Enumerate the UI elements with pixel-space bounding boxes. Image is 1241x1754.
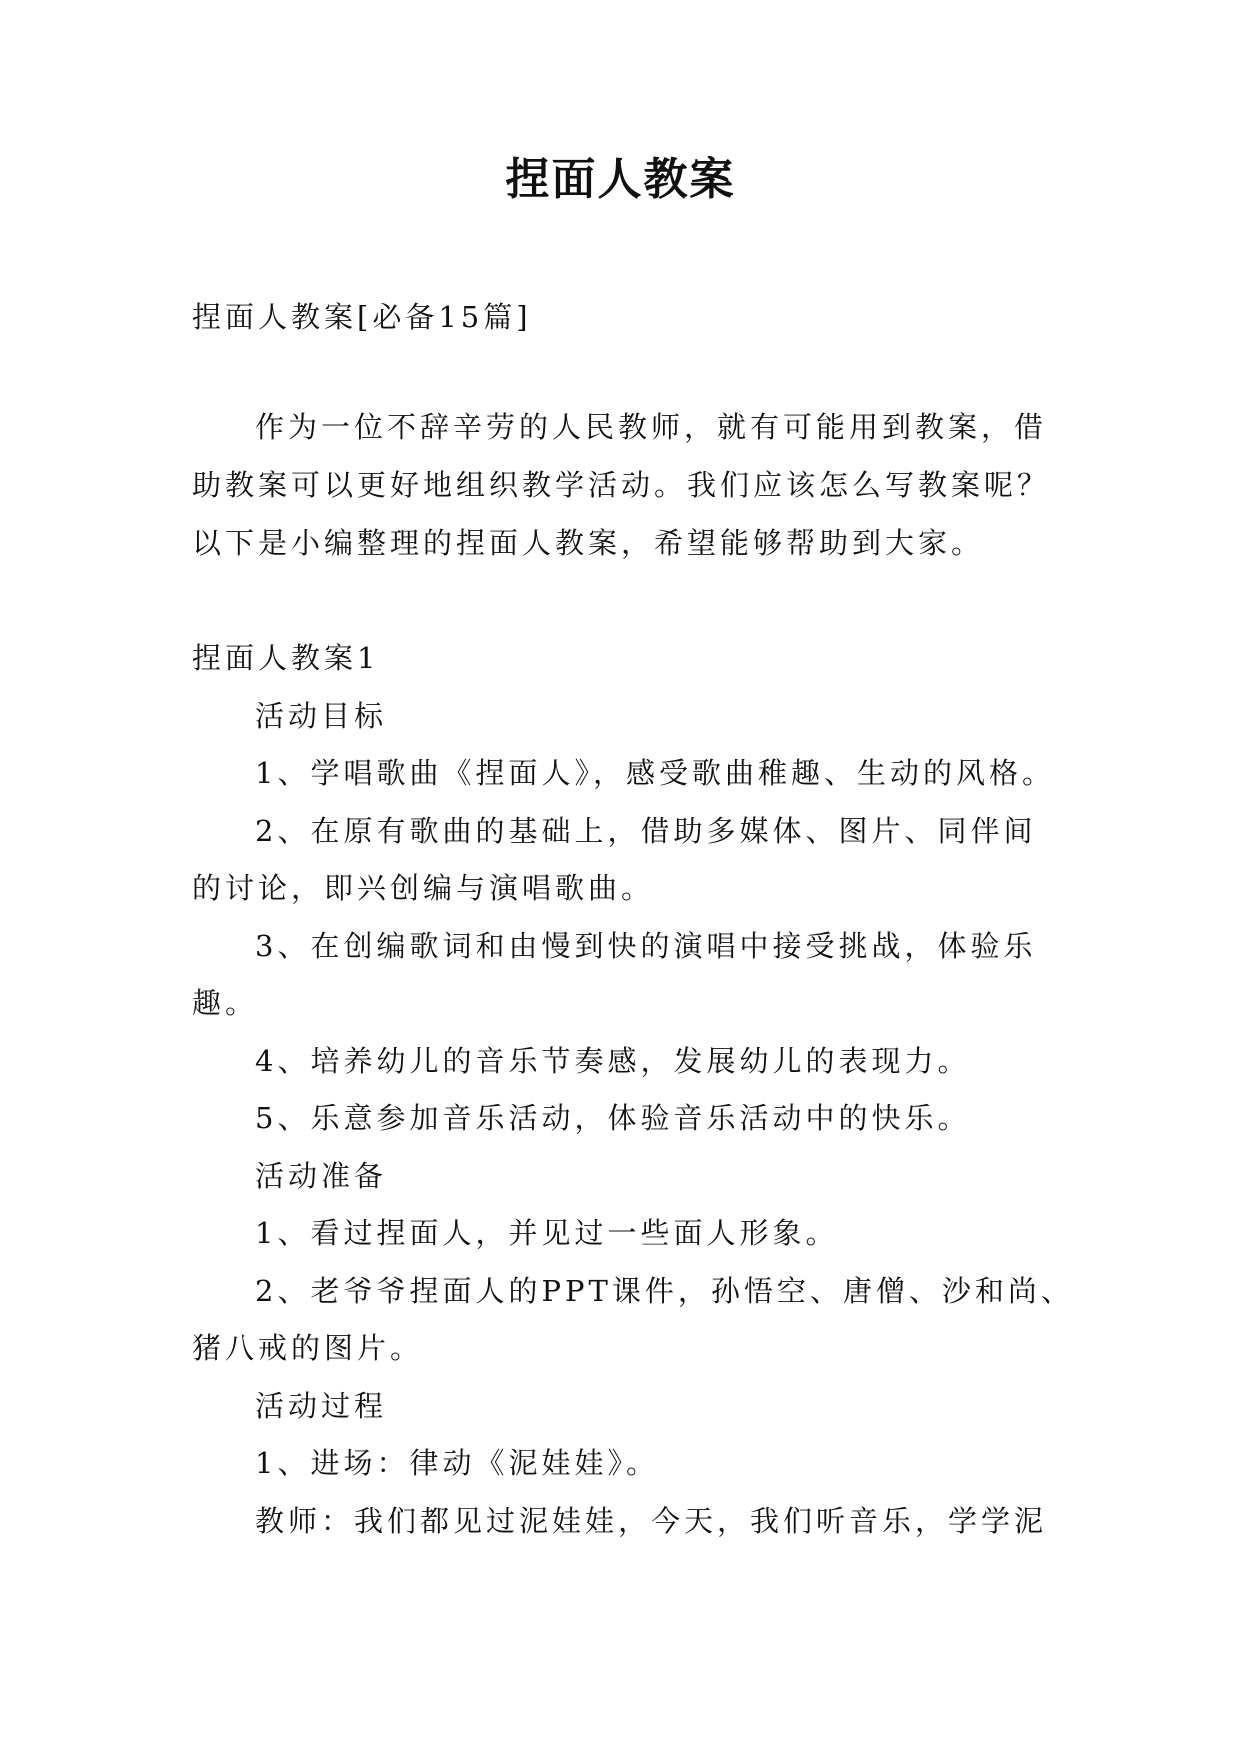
section-heading: 捏面人教案1 (192, 641, 380, 675)
body-line: 1、学唱歌曲《捏面人》，感受歌曲稚趣、生动的风格。 (255, 756, 1055, 790)
body-line: 猪八戒的图片。 (192, 1331, 424, 1365)
document-title: 捏面人教案 (505, 154, 736, 205)
body-line: 趣。 (192, 986, 259, 1020)
subheading-goals: 活动目标 (255, 699, 388, 733)
body-line: 5、乐意参加音乐活动，体验音乐活动中的快乐。 (255, 1101, 971, 1135)
body-line: 2、老爷爷捏面人的PPT课件，孙悟空、唐僧、沙和尚、 (255, 1274, 1074, 1308)
body-line: 3、在创编歌词和由慢到快的演唱中接受挑战，体验乐 (255, 929, 1037, 963)
body-line: 2、在原有歌曲的基础上，借助多媒体、图片、同伴间 (255, 814, 1037, 848)
intro-line: 助教案可以更好地组织教学活动。我们应该怎么写教案呢？ (192, 468, 1051, 502)
intro-line: 以下是小编整理的捏面人教案，希望能够帮助到大家。 (192, 526, 985, 560)
body-line: 4、培养幼儿的音乐节奏感，发展幼儿的表现力。 (255, 1044, 971, 1078)
body-line: 教师：我们都见过泥娃娃，今天，我们听音乐，学学泥 (255, 1504, 1048, 1538)
document-subtitle: 捏面人教案[必备15篇] (192, 300, 532, 334)
body-line: 的讨论，即兴创编与演唱歌曲。 (192, 871, 655, 905)
body-line: 1、进场：律动《泥娃娃》。 (255, 1446, 659, 1480)
subheading-process: 活动过程 (255, 1389, 388, 1423)
subheading-preparation: 活动准备 (255, 1159, 388, 1193)
body-line: 1、看过捏面人，并见过一些面人形象。 (255, 1216, 839, 1250)
intro-line: 作为一位不辞辛劳的人民教师，就有可能用到教案，借 (255, 410, 1048, 444)
